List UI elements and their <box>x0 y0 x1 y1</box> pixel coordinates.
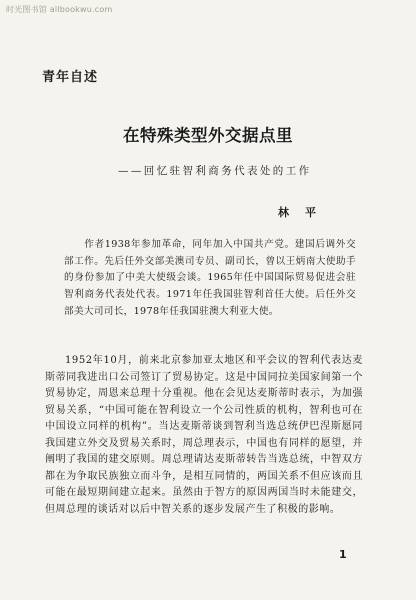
article-title: 在特殊类型外交据点里 <box>123 126 293 145</box>
page-number: 1 <box>339 548 347 561</box>
section-label: 青年自述 <box>42 70 99 85</box>
body-paragraph <box>45 353 363 518</box>
watermark: 时光图书馆 allbookwu.com <box>6 5 113 14</box>
author-name: 林平 <box>278 206 332 219</box>
body-paragraph-text: 1952年10月，前来北京参加亚太地区和平会议的智利代表达麦斯蒂同我进出口公司签订了贸易协定。这是中国同拉美国家间第一个贸易协定，周恩来总理十分重视。他在会见达麦斯蒂时表示，为加强贸易关系，“中国可能在智利设立一个公司性质的机构，智利也可在中国设立同样的机构”。当达麦斯蒂谈到智利当选总统伊巴涅斯愿同我国建立外交及贸易关系时，周总理表示，中国也有同样的愿望，并阐明了我国的建交原则。周总理请达麦斯蒂转告当选总统，中智双方都在为争取民族独立而斗争，是相互同情的，两国关系不但应该而且可能在最短期间建立起来。虽然由于智方的原因两国当时未能建交，但周总理的谈话对以后中智关系的逐步发展产生了积极的影响。 <box>45 355 363 515</box>
author-intro-text: 作者1938年参加革命，同年加入中国共产党。建国后调外交部工作。先后任外交部美澳司专员、副司长，曾以王炳南大使助手的身份参加了中美大使级会谈。1965年任中国国际贸易促进会驻智利商务代表处代表。1971年任我国驻智利首任大使。后任外交部美大司司长，1978年任我国驻澳大利亚大使。 <box>64 239 356 317</box>
author-intro <box>64 237 356 321</box>
article-subtitle: ——回忆驻智利商务代表处的工作 <box>118 165 312 177</box>
